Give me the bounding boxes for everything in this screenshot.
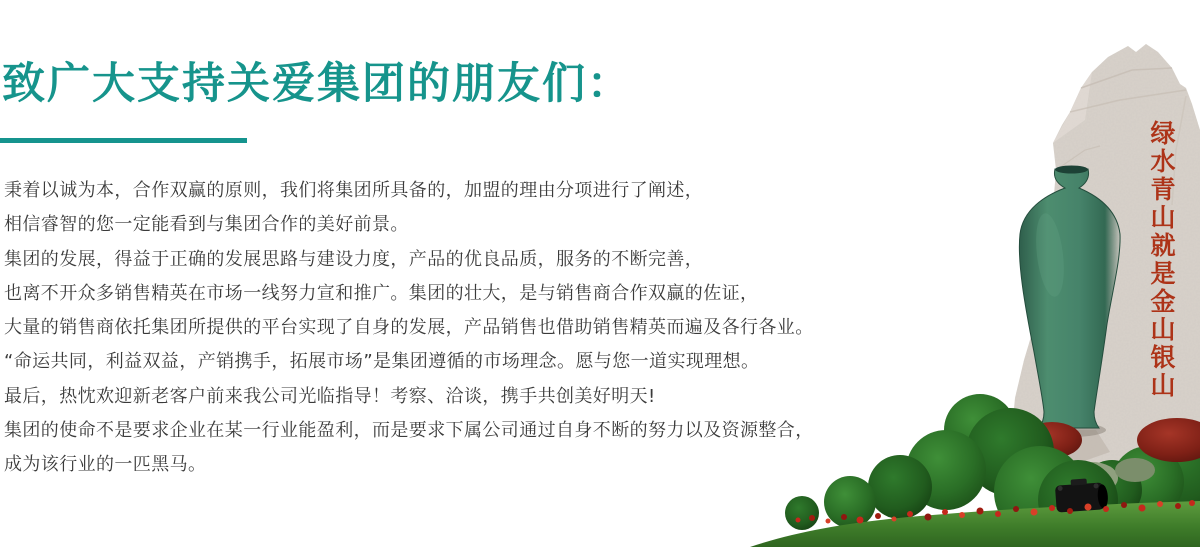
letter-line: 集团的使命不是要求企业在某一行业能盈利，而是要求下属公司通过自身不断的努力以及资源整合， — [4, 420, 814, 442]
rock-inscription-char: 山 — [1150, 315, 1176, 344]
letter-line: 相信睿智的您一定能看到与集团合作的美好前景。 — [4, 214, 409, 236]
rock-inscription-char: 水 — [1150, 147, 1176, 176]
letter-line: 集团的发展，得益于正确的发展思路与建设力度，产品的优良品质，服务的不断完善， — [4, 248, 704, 270]
letter-line: 成为该行业的一匹黑马。 — [4, 454, 207, 476]
rock-inscription-char: 山 — [1150, 371, 1176, 400]
rock-inscription-char: 山 — [1150, 203, 1176, 232]
letter-line: 最后，热忱欢迎新老客户前来我公司光临指导！考察、洽谈，携手共创美好明天! — [4, 385, 656, 407]
letter-line: 大量的销售商依托集团所提供的平台实现了自身的发展，产品销售也借助销售精英而遍及各行各业。 — [4, 317, 814, 339]
rock-inscription-char: 绿 — [1150, 119, 1176, 148]
rock-inscription-char: 是 — [1150, 259, 1176, 288]
rock-inscription-char: 青 — [1150, 175, 1176, 204]
page-title: 致广大支持关爱集团的朋友们： — [2, 59, 632, 109]
heading-divider — [0, 138, 247, 143]
rock-inscription-char: 金 — [1150, 287, 1176, 316]
letter-body — [4, 174, 884, 483]
rock-inscription-char: 就 — [1150, 231, 1176, 260]
letter-line: “命运共同，利益双益，产销携手，拓展市场”是集团遵循的市场理念。愿与您一道实现理想。 — [4, 351, 760, 373]
letter-line: 也离不开众多销售精英在市场一线努力宣和推广。集团的壮大，是与销售商合作双赢的佐证， — [4, 282, 759, 304]
letter-line: 秉着以诚为本，合作双赢的原则，我们将集团所具备的，加盟的理由分项进行了阐述， — [4, 180, 704, 201]
rock-inscription — [1150, 119, 1175, 400]
rock-inscription-char: 银 — [1150, 343, 1176, 372]
